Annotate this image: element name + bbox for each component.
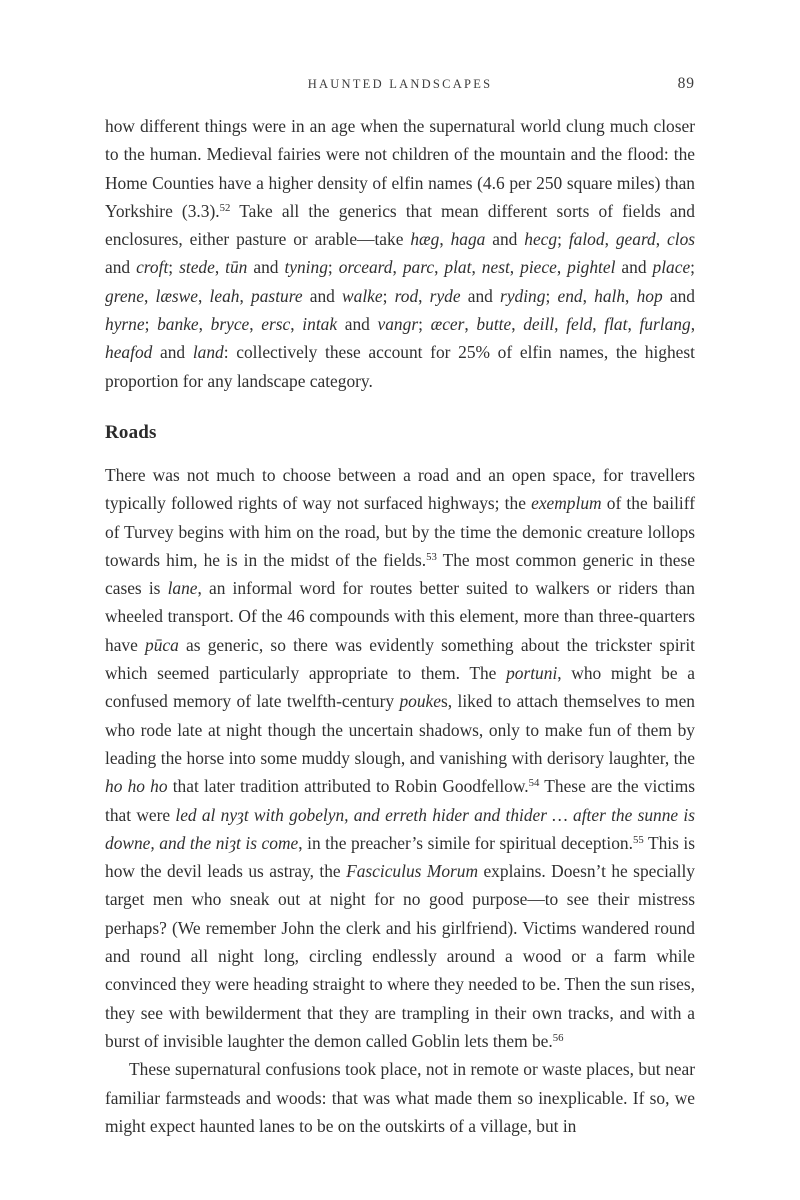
text-segment: , [592, 314, 605, 335]
text-segment: and [662, 285, 695, 306]
text-segment: lane [167, 578, 198, 599]
text-segment: , [143, 285, 156, 306]
text-segment: , [418, 285, 430, 306]
text-segment: that later tradition attributed to Robin Goodfellow. [167, 776, 529, 797]
text-segment: Take all the generics that mean different sorts of fields and enclosures, either pasture or arable—take [105, 200, 695, 250]
text-segment: orceard [338, 257, 393, 278]
text-segment: butte [476, 314, 512, 335]
section-heading-roads: Roads [105, 421, 157, 443]
text-segment: and [247, 257, 285, 278]
text-segment: leah [209, 285, 240, 306]
text-segment: hæg [410, 229, 440, 250]
text-segment: ; [545, 285, 558, 306]
text-segment: pūca [145, 634, 179, 655]
text-segment: ersc [261, 314, 291, 335]
text-segment: Fasciculus Morum [346, 861, 479, 882]
text-segment: pasture [251, 285, 303, 306]
text-segment: , [511, 314, 524, 335]
text-segment: , [554, 314, 567, 335]
text-segment: , [290, 314, 303, 335]
paragraph-roads-lanes [105, 461, 695, 1055]
page-number: 89 [677, 75, 695, 92]
text-segment: tūn [225, 257, 248, 278]
text-segment: led al nyȝt with gobelyn, and erreth hider and thider … after the sunne is downe, and the niȝt is come [105, 804, 695, 853]
text-segment: , who might be a confused memory of late twelfth-century [105, 663, 695, 712]
text-segment: There was not much to choose between a road and an open space, for travellers typically followed rights of way not surfaced highways; the [105, 464, 695, 514]
text-segment: , an informal word for routes better suited to walkers or riders than wheeled transport. Of the 46 compounds with this element, more than three-quarters have [105, 578, 695, 655]
text-segment: læswe [155, 285, 199, 306]
text-segment: land [192, 342, 224, 363]
text-segment: bryce [210, 314, 250, 335]
paragraph-elfin-names [105, 112, 695, 395]
text-segment: , [604, 229, 616, 250]
text-segment: and [152, 342, 193, 363]
text-segment: and [485, 229, 525, 250]
text-segment: ; [418, 314, 431, 335]
text-segment: geard [615, 229, 656, 250]
text-segment: grene [105, 285, 144, 306]
text-segment: halh [594, 285, 626, 306]
text-segment: These supernatural confusions took place, not in remote or waste places, but near familiar farmsteads and woods: that was what made them so inexplicable. If so, we might expect haunted lanes to be on the outskirts of a village, but in [105, 1059, 695, 1136]
text-segment: , [582, 285, 595, 306]
text-segment: , [627, 314, 640, 335]
text-segment: and [105, 257, 137, 278]
footnote-reference: 55 [632, 833, 644, 846]
text-segment: This is how the devil leads us astray, the [105, 832, 695, 882]
paragraph-supernatural-confusions [105, 1055, 695, 1140]
text-segment: , [655, 229, 668, 250]
text-segment: falod [568, 229, 605, 250]
text-segment: , [439, 229, 451, 250]
text-segment: hecg [524, 229, 558, 250]
text-segment: pightel [567, 257, 616, 278]
text-segment: ho ho ho [105, 776, 168, 797]
text-segment: ; [327, 257, 339, 278]
text-segment: vangr [377, 314, 419, 335]
text-segment: croft [136, 257, 169, 278]
text-segment: These are the victims that were [105, 776, 695, 825]
text-segment: flat [604, 314, 628, 335]
text-segment: , [239, 285, 252, 306]
text-segment: parc [402, 257, 435, 278]
text-segment: and [302, 285, 343, 306]
text-segment: , [249, 314, 262, 335]
text-segment: , [625, 285, 637, 306]
text-segment: , [214, 257, 226, 278]
text-segment: nest [481, 257, 510, 278]
text-segment: hop [636, 285, 663, 306]
text-segment: , [556, 257, 568, 278]
text-segment: clos [667, 229, 696, 250]
text-segment: place [652, 257, 691, 278]
text-segment: s, liked to attach themselves to men who rode late at night though the uncertain shadows, only to make fun of them by leading the horse into some muddy slough, and vanishing with derisory laughter, the [105, 691, 695, 768]
footnote-reference: 53 [426, 550, 437, 563]
text-segment: , in the preacher’s simile for spiritual deception. [298, 832, 633, 853]
text-segment: banke [157, 314, 199, 335]
text-segment: , [198, 285, 210, 306]
text-segment: and [615, 257, 653, 278]
text-segment: feld [566, 314, 593, 335]
text-segment: piece [520, 257, 557, 278]
footnote-reference: 54 [528, 777, 540, 790]
text-segment: ; [690, 257, 696, 278]
text-segment: end [557, 285, 583, 306]
body-text-block [105, 112, 695, 1140]
text-segment: , [509, 257, 521, 278]
text-segment: stede [179, 257, 215, 278]
text-segment: plat [444, 257, 472, 278]
text-segment: ; [382, 285, 395, 306]
text-segment: as generic, so there was evidently something about the trickster spirit which seemed particularly appropriate to them. The [105, 634, 695, 684]
text-segment: portuni [506, 663, 558, 684]
text-segment: , [434, 257, 445, 278]
text-segment: , [471, 257, 482, 278]
running-head-title: HAUNTED LANDSCAPES [307, 77, 493, 91]
text-segment: ; [144, 314, 158, 335]
text-segment: of the bailiff of Turvey begins with him on the road, but by the time the demonic creature lollops towards him, he is in the midst of the fields. [105, 493, 695, 570]
text-segment: deill [523, 314, 555, 335]
footnote-reference: 52 [219, 201, 231, 214]
text-segment: ; [168, 257, 180, 278]
text-segment: , [392, 257, 403, 278]
text-segment: æcer [430, 314, 465, 335]
text-segment: : collectively these account for 25% of elfin names, the highest proportion for any landscape category. [105, 342, 695, 391]
text-segment: ; [557, 229, 569, 250]
footnote-reference: 56 [552, 1031, 564, 1044]
text-segment: tyning [284, 257, 328, 278]
text-segment: ryde [429, 285, 461, 306]
text-segment: intak [302, 314, 338, 335]
text-segment: and [337, 314, 378, 335]
text-segment: and [460, 285, 501, 306]
text-segment: furlang [639, 314, 691, 335]
text-segment: how different things were in an age when the supernatural world clung much closer to the human. Medieval fairies were not children of the mountain and the flood: the Home Counties have a higher density of elfin names (4.6 per 250 square miles) than Yorkshire (3.3). [105, 116, 695, 221]
text-segment: heafod [105, 342, 153, 363]
text-segment: explains. Doesn’t he specially target men who sneak out at night for no good purpose—to see their mistress perhaps? (We remember John the clerk and his girlfriend). Victims wandered round and round all night long, circling endlessly around a wood or a farm while convinced they were heading straight to where they needed to be. Then the sun rises, they see with bewilderment that they are trampling in their own tracks, and with a burst of invisible laughter the demon called Goblin lets them be. [105, 861, 695, 1051]
text-segment: pouke [399, 691, 441, 712]
text-segment: The most common generic in these cases is [105, 549, 696, 599]
text-segment: haga [450, 229, 486, 250]
text-segment: walke [342, 285, 383, 306]
text-segment: rod [394, 285, 419, 306]
text-segment: exemplum [531, 493, 602, 514]
text-segment: , [690, 314, 696, 335]
running-head [105, 77, 695, 95]
text-segment: ryding [500, 285, 546, 306]
text-segment: hyrne [105, 314, 145, 335]
text-segment: , [464, 314, 477, 335]
text-segment: , [198, 314, 211, 335]
